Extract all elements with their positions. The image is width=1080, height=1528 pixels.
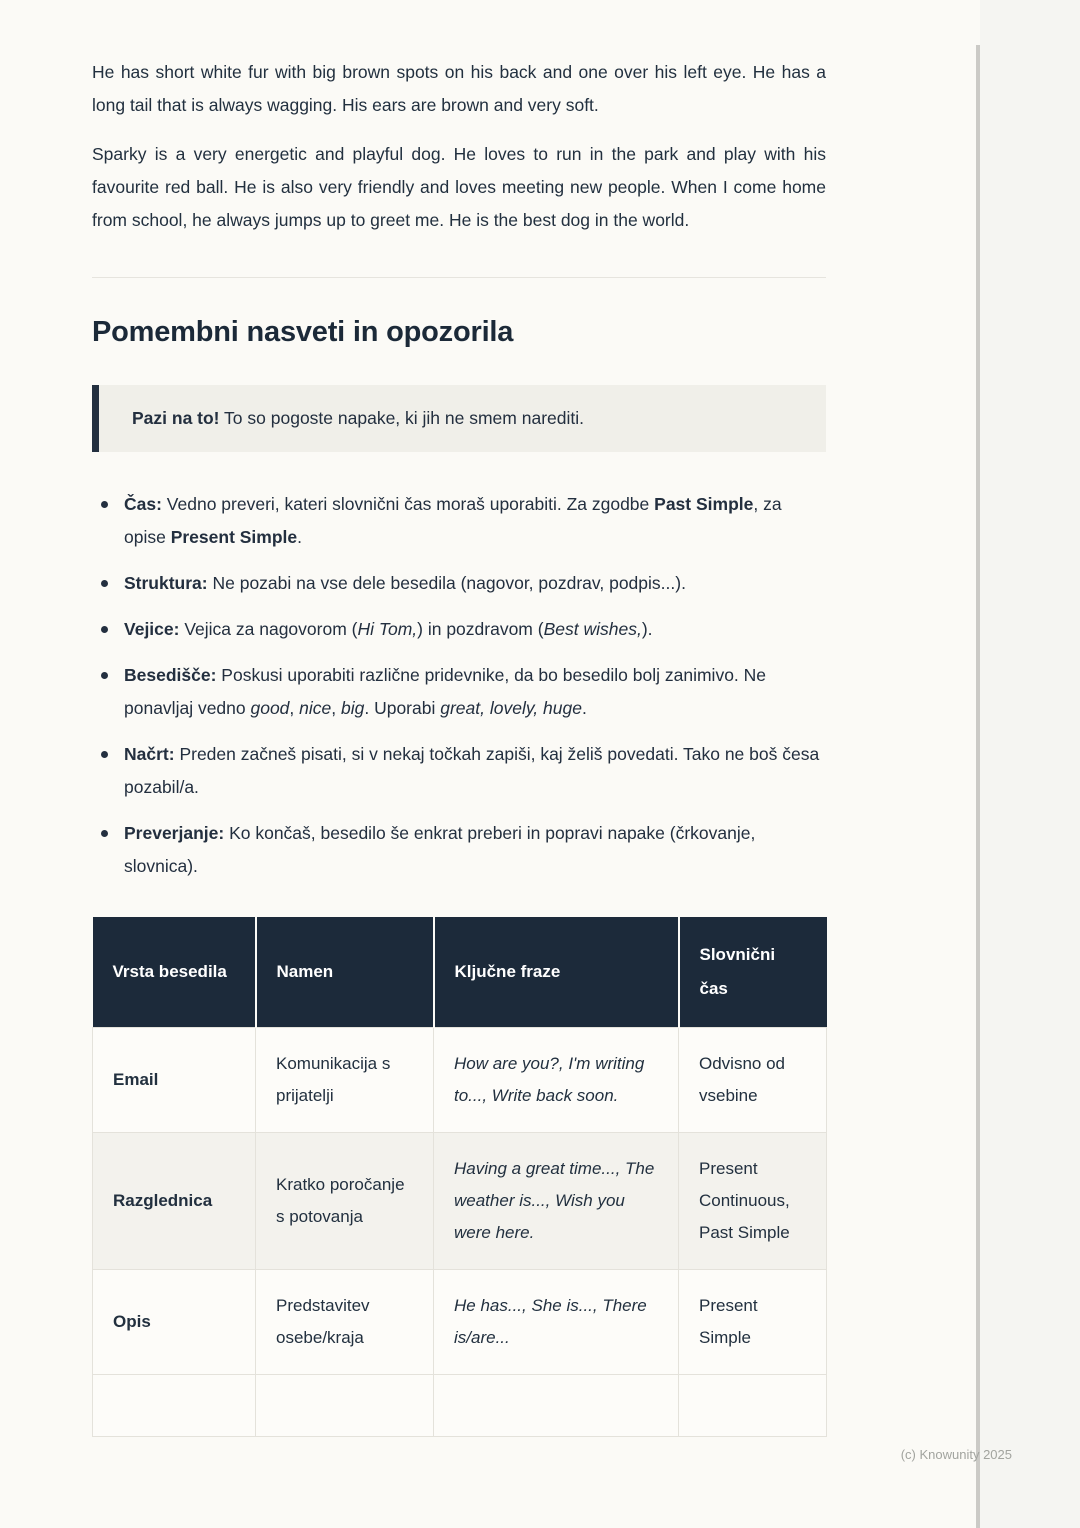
right-margin-panel — [980, 0, 1080, 1528]
cell-empty — [434, 1375, 679, 1437]
table-header-type: Vrsta besedila — [93, 917, 256, 1028]
tips-list — [92, 488, 826, 883]
copyright-notice: (c) Knowunity 2025 — [900, 1447, 1012, 1462]
cell-purpose: Kratko poročanje s potovanja — [256, 1133, 434, 1270]
cell-phrases: How are you?, I'm writing to..., Write back soon. — [434, 1028, 679, 1133]
document-content — [92, 56, 826, 1437]
cell-purpose: Komunikacija s prijatelji — [256, 1028, 434, 1133]
text-types-table — [92, 917, 827, 1437]
tip-item-vocabulary: Besedišče: Poskusi uporabiti različne pridevnike, da bo besedilo bolj zanimivo. Ne ponavljaj vedno good, nice, big. Uporabi great, lovely, huge. — [92, 659, 826, 725]
section-divider — [92, 277, 826, 278]
cell-empty — [679, 1375, 827, 1437]
section-heading: Pomembni nasveti in opozorila — [92, 316, 514, 348]
table-header-purpose: Namen — [256, 917, 434, 1028]
cell-empty — [93, 1375, 256, 1437]
cell-type: Razglednica — [93, 1133, 256, 1270]
table-header-phrases: Ključne fraze — [434, 917, 679, 1028]
cell-phrases: Having a great time..., The weather is..., Wish you were here. — [434, 1133, 679, 1270]
tip-item-structure: Struktura: Ne pozabi na vse dele besedila (nagovor, pozdrav, podpis...). — [92, 567, 826, 600]
cell-phrases: He has..., She is..., There is/are... — [434, 1270, 679, 1375]
cell-tense: Present Simple — [679, 1270, 827, 1375]
cell-empty — [256, 1375, 434, 1437]
tip-item-commas: Vejice: Vejica za nagovorom (Hi Tom,) in pozdravom (Best wishes,). — [92, 613, 826, 646]
table-row-razglednica — [93, 1133, 827, 1270]
cell-tense: Present Continuous, Past Simple — [679, 1133, 827, 1270]
page-edge-divider — [976, 45, 980, 1528]
table-row-partial — [93, 1375, 827, 1437]
intro-paragraph-2: Sparky is a very energetic and playful dog. He loves to run in the park and play with his favourite red ball. He is also very friendly and loves meeting new people. When I come home from school, he always jumps up to greet me. He is the best dog in the world. — [92, 144, 826, 230]
cell-purpose: Predstavitev osebe/kraja — [256, 1270, 434, 1375]
table-row-email — [93, 1028, 827, 1133]
tip-item-proofreading: Preverjanje: Ko končaš, besedilo še enkrat preberi in popravi napake (črkovanje, slovnica). — [92, 817, 826, 883]
tip-item-tense: Čas: Vedno preveri, kateri slovnični čas moraš uporabiti. Za zgodbe Past Simple, za opise Present Simple. — [92, 488, 826, 554]
table-row-opis — [93, 1270, 827, 1375]
table-header-row — [93, 917, 827, 1028]
cell-tense: Odvisno od vsebine — [679, 1028, 827, 1133]
cell-type: Opis — [93, 1270, 256, 1375]
tip-item-plan: Načrt: Preden začneš pisati, si v nekaj točkah zapiši, kaj želiš povedati. Tako ne boš česa pozabil/a. — [92, 738, 826, 804]
warning-callout — [92, 385, 826, 452]
intro-paragraph-1: He has short white fur with big brown spots on his back and one over his left eye. He has a long tail that is always wagging. His ears are brown and very soft. — [92, 62, 826, 115]
warning-callout-text: Pazi na to! To so pogoste napake, ki jih ne smem narediti. — [132, 408, 584, 428]
cell-type: Email — [93, 1028, 256, 1133]
table-header-tense: Slovnični čas — [679, 917, 827, 1028]
